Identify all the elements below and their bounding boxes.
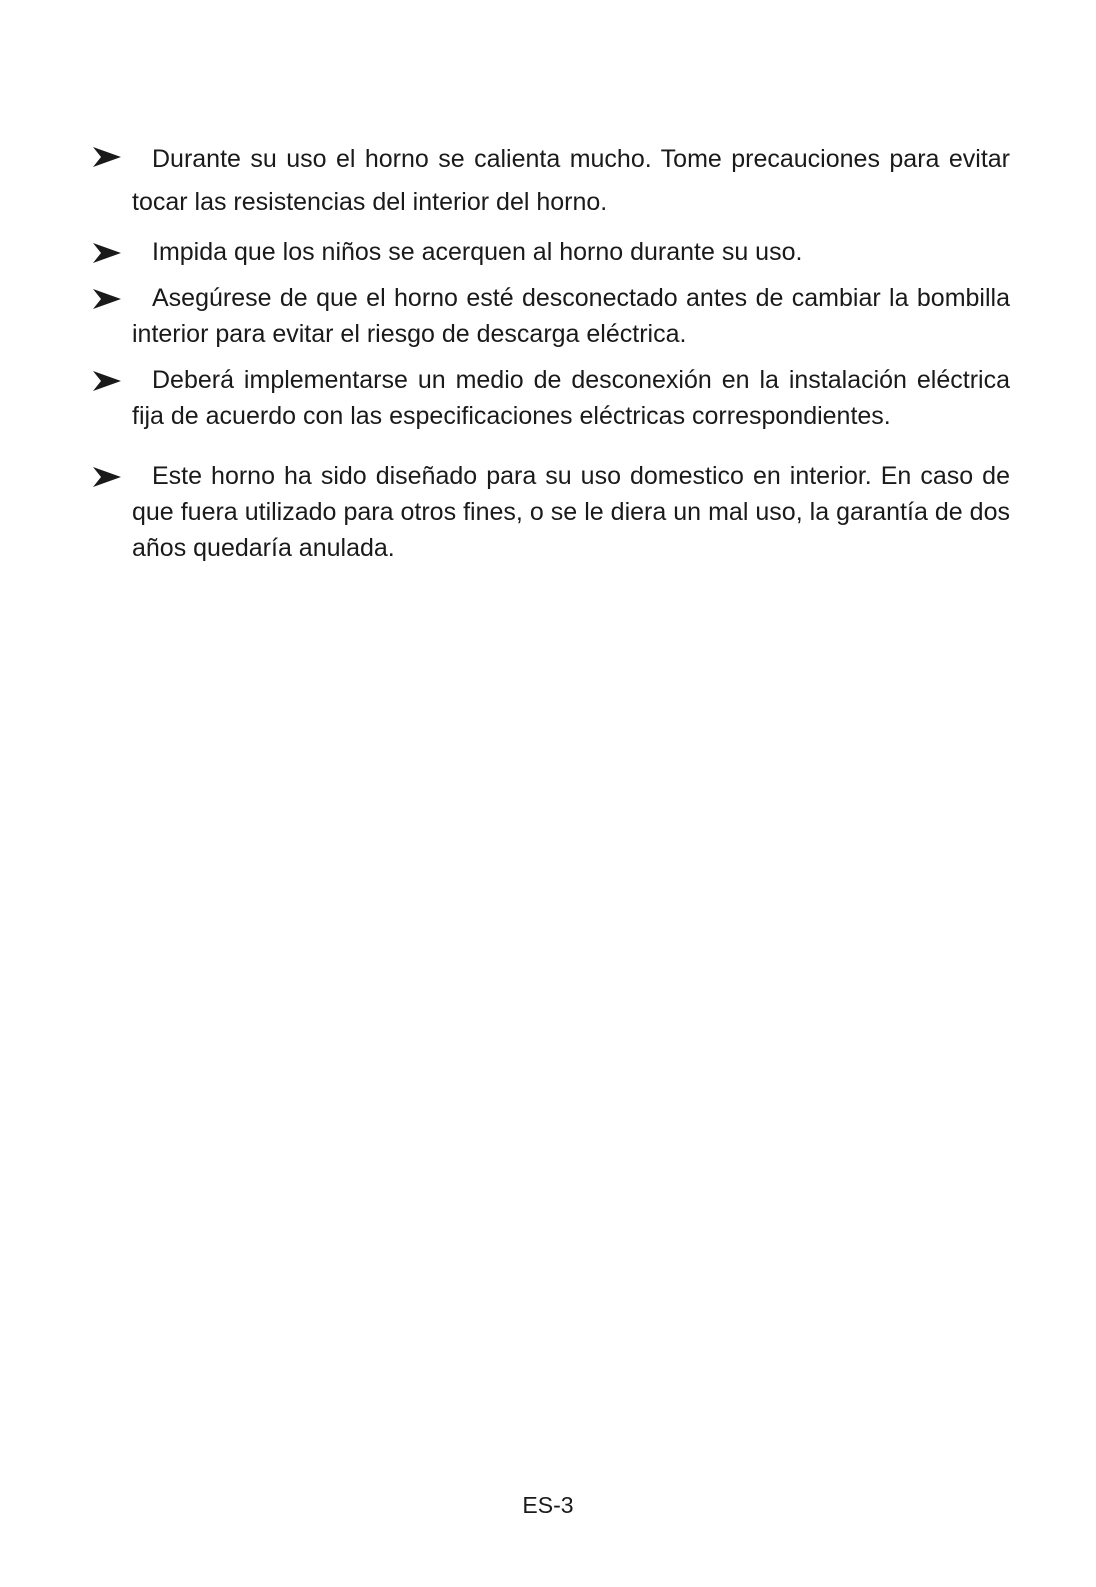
arrowhead-bullet-icon xyxy=(92,466,122,488)
bullet-text: Asegúrese de que el horno esté desconectado antes de cambiar la bombilla interior para evitar el riesgo de descarga eléctrica. xyxy=(132,284,1010,348)
arrowhead-bullet-icon xyxy=(92,288,122,310)
list-item xyxy=(92,362,1010,434)
arrowhead-bullet-icon xyxy=(92,146,122,168)
list-item xyxy=(92,234,1010,270)
bullet-text: Deberá implementarse un medio de desconexión en la instalación eléctrica fija de acuerdo con las especificaciones eléctricas correspondientes. xyxy=(132,366,1010,430)
arrowhead-bullet-icon xyxy=(92,242,122,264)
bullet-text: Durante su uso el horno se calienta mucho. Tome precauciones para evitar tocar las resistencias del interior del horno. xyxy=(132,145,1010,216)
safety-bullet-list xyxy=(92,138,1010,566)
bullet-text: Este horno ha sido diseñado para su uso domestico en interior. En caso de que fuera utilizado para otros fines, o se le diera un mal uso, la garantía de dos años quedaría anulada. xyxy=(132,462,1010,562)
page-number: ES-3 xyxy=(522,1492,574,1518)
arrowhead-bullet-icon xyxy=(92,370,122,392)
list-item xyxy=(92,280,1010,352)
list-item xyxy=(92,458,1010,566)
bullet-text: Impida que los niños se acerquen al horno durante su uso. xyxy=(152,238,803,266)
list-item xyxy=(92,138,1010,224)
